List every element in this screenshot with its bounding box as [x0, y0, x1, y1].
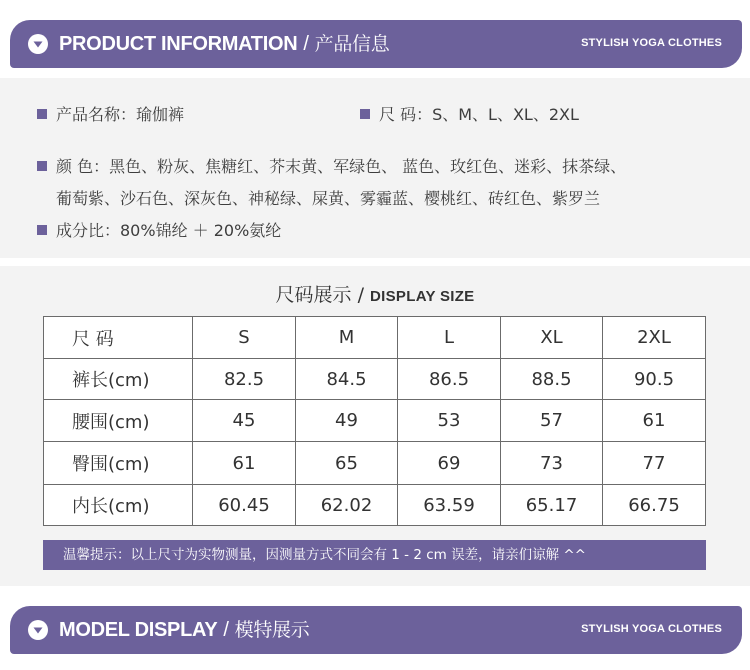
size-table-row [44, 400, 706, 442]
banner-title-separator: / [303, 33, 309, 55]
banner-title [59, 29, 389, 56]
size-table-cell: 77 [603, 442, 706, 485]
bullet-square [37, 161, 47, 171]
size-table-header-cell: M [296, 317, 398, 359]
size-table-cell: 69 [398, 442, 501, 485]
size-table-cell: 61 [603, 400, 706, 442]
size-table-cell: 65.17 [501, 485, 603, 526]
size-table-header-row [44, 317, 706, 359]
size-table-row [44, 359, 706, 400]
measurement-note: 温馨提示：以上尺寸为实物测量，因测量方式不同会有 1 - 2 cm 误差，请亲们谅解 ^^ [43, 540, 706, 570]
chevron-down-icon [28, 34, 48, 54]
info-sizes [360, 102, 579, 125]
size-table-cell: 61 [193, 442, 296, 485]
info-product-name-text: 产品名称：瑜伽裤 [56, 105, 185, 124]
size-table-cell: 62.02 [296, 485, 398, 526]
size-table-cell: 66.75 [603, 485, 706, 526]
info-colors-line1: 颜 色：黑色、粉灰、焦糖红、芥末黄、军绿色、 蓝色、玫红色、迷彩、抹茶绿、 [56, 157, 627, 176]
banner-title-en: MODEL DISPLAY [59, 619, 218, 641]
size-table-header-cell: 2XL [603, 317, 706, 359]
size-table-cell: 82.5 [193, 359, 296, 400]
info-sizes-text: 尺 码：S、M、L、XL、2XL [379, 105, 579, 124]
info-colors-continued [56, 186, 600, 209]
size-table-cell: 45 [193, 400, 296, 442]
info-colors-line2: 葡萄紫、沙石色、深灰色、神秘绿、屎黄、雾霾蓝、樱桃红、砖红色、紫罗兰 [56, 189, 601, 208]
size-table-row [44, 485, 706, 526]
size-chart-title-separator: / [357, 284, 364, 306]
size-table-cell: 86.5 [398, 359, 501, 400]
size-table-header-cell: XL [501, 317, 603, 359]
size-table-header-cell: L [398, 317, 501, 359]
size-chart-title-en: DISPLAY SIZE [370, 288, 475, 305]
banner-tagline: STYLISH YOGA CLOTHES [581, 37, 722, 49]
bullet-square [37, 225, 47, 235]
bullet-square [360, 109, 370, 119]
size-table-header-cell: 尺 码 [44, 317, 193, 359]
info-colors [37, 154, 626, 177]
size-table-cell: 84.5 [296, 359, 398, 400]
banner-title-separator: / [223, 619, 229, 641]
size-table-cell: 73 [501, 442, 603, 485]
banner-tagline: STYLISH YOGA CLOTHES [581, 623, 722, 635]
info-composition-text: 成分比：80%锦纶 ＋ 20%氨纶 [56, 221, 282, 240]
banner-title-cn: 产品信息 [314, 33, 390, 55]
banner-title [59, 615, 309, 642]
chevron-down-icon [28, 620, 48, 640]
product-info-banner [10, 20, 742, 68]
size-chart-title-cn: 尺码展示 [275, 284, 352, 306]
size-table-row-label: 臀围(cm) [44, 442, 193, 485]
product-info-panel [0, 78, 750, 258]
size-table-header-cell: S [193, 317, 296, 359]
size-table [43, 316, 706, 526]
banner-title-en: PRODUCT INFORMATION [59, 33, 298, 55]
size-table-cell: 90.5 [603, 359, 706, 400]
size-table-cell: 60.45 [193, 485, 296, 526]
size-table-row-label: 裤长(cm) [44, 359, 193, 400]
info-product-name [37, 102, 184, 125]
size-table-row-label: 腰围(cm) [44, 400, 193, 442]
size-table-row-label: 内长(cm) [44, 485, 193, 526]
info-composition [37, 218, 281, 241]
size-table-row [44, 442, 706, 485]
banner-title-cn: 模特展示 [234, 619, 310, 641]
size-table-cell: 49 [296, 400, 398, 442]
size-table-cell: 88.5 [501, 359, 603, 400]
size-chart-panel [0, 266, 750, 586]
size-table-cell: 57 [501, 400, 603, 442]
size-table-cell: 53 [398, 400, 501, 442]
size-table-cell: 63.59 [398, 485, 501, 526]
model-display-banner [10, 606, 742, 654]
size-table-cell: 65 [296, 442, 398, 485]
bullet-square [37, 109, 47, 119]
size-chart-title [0, 280, 750, 307]
